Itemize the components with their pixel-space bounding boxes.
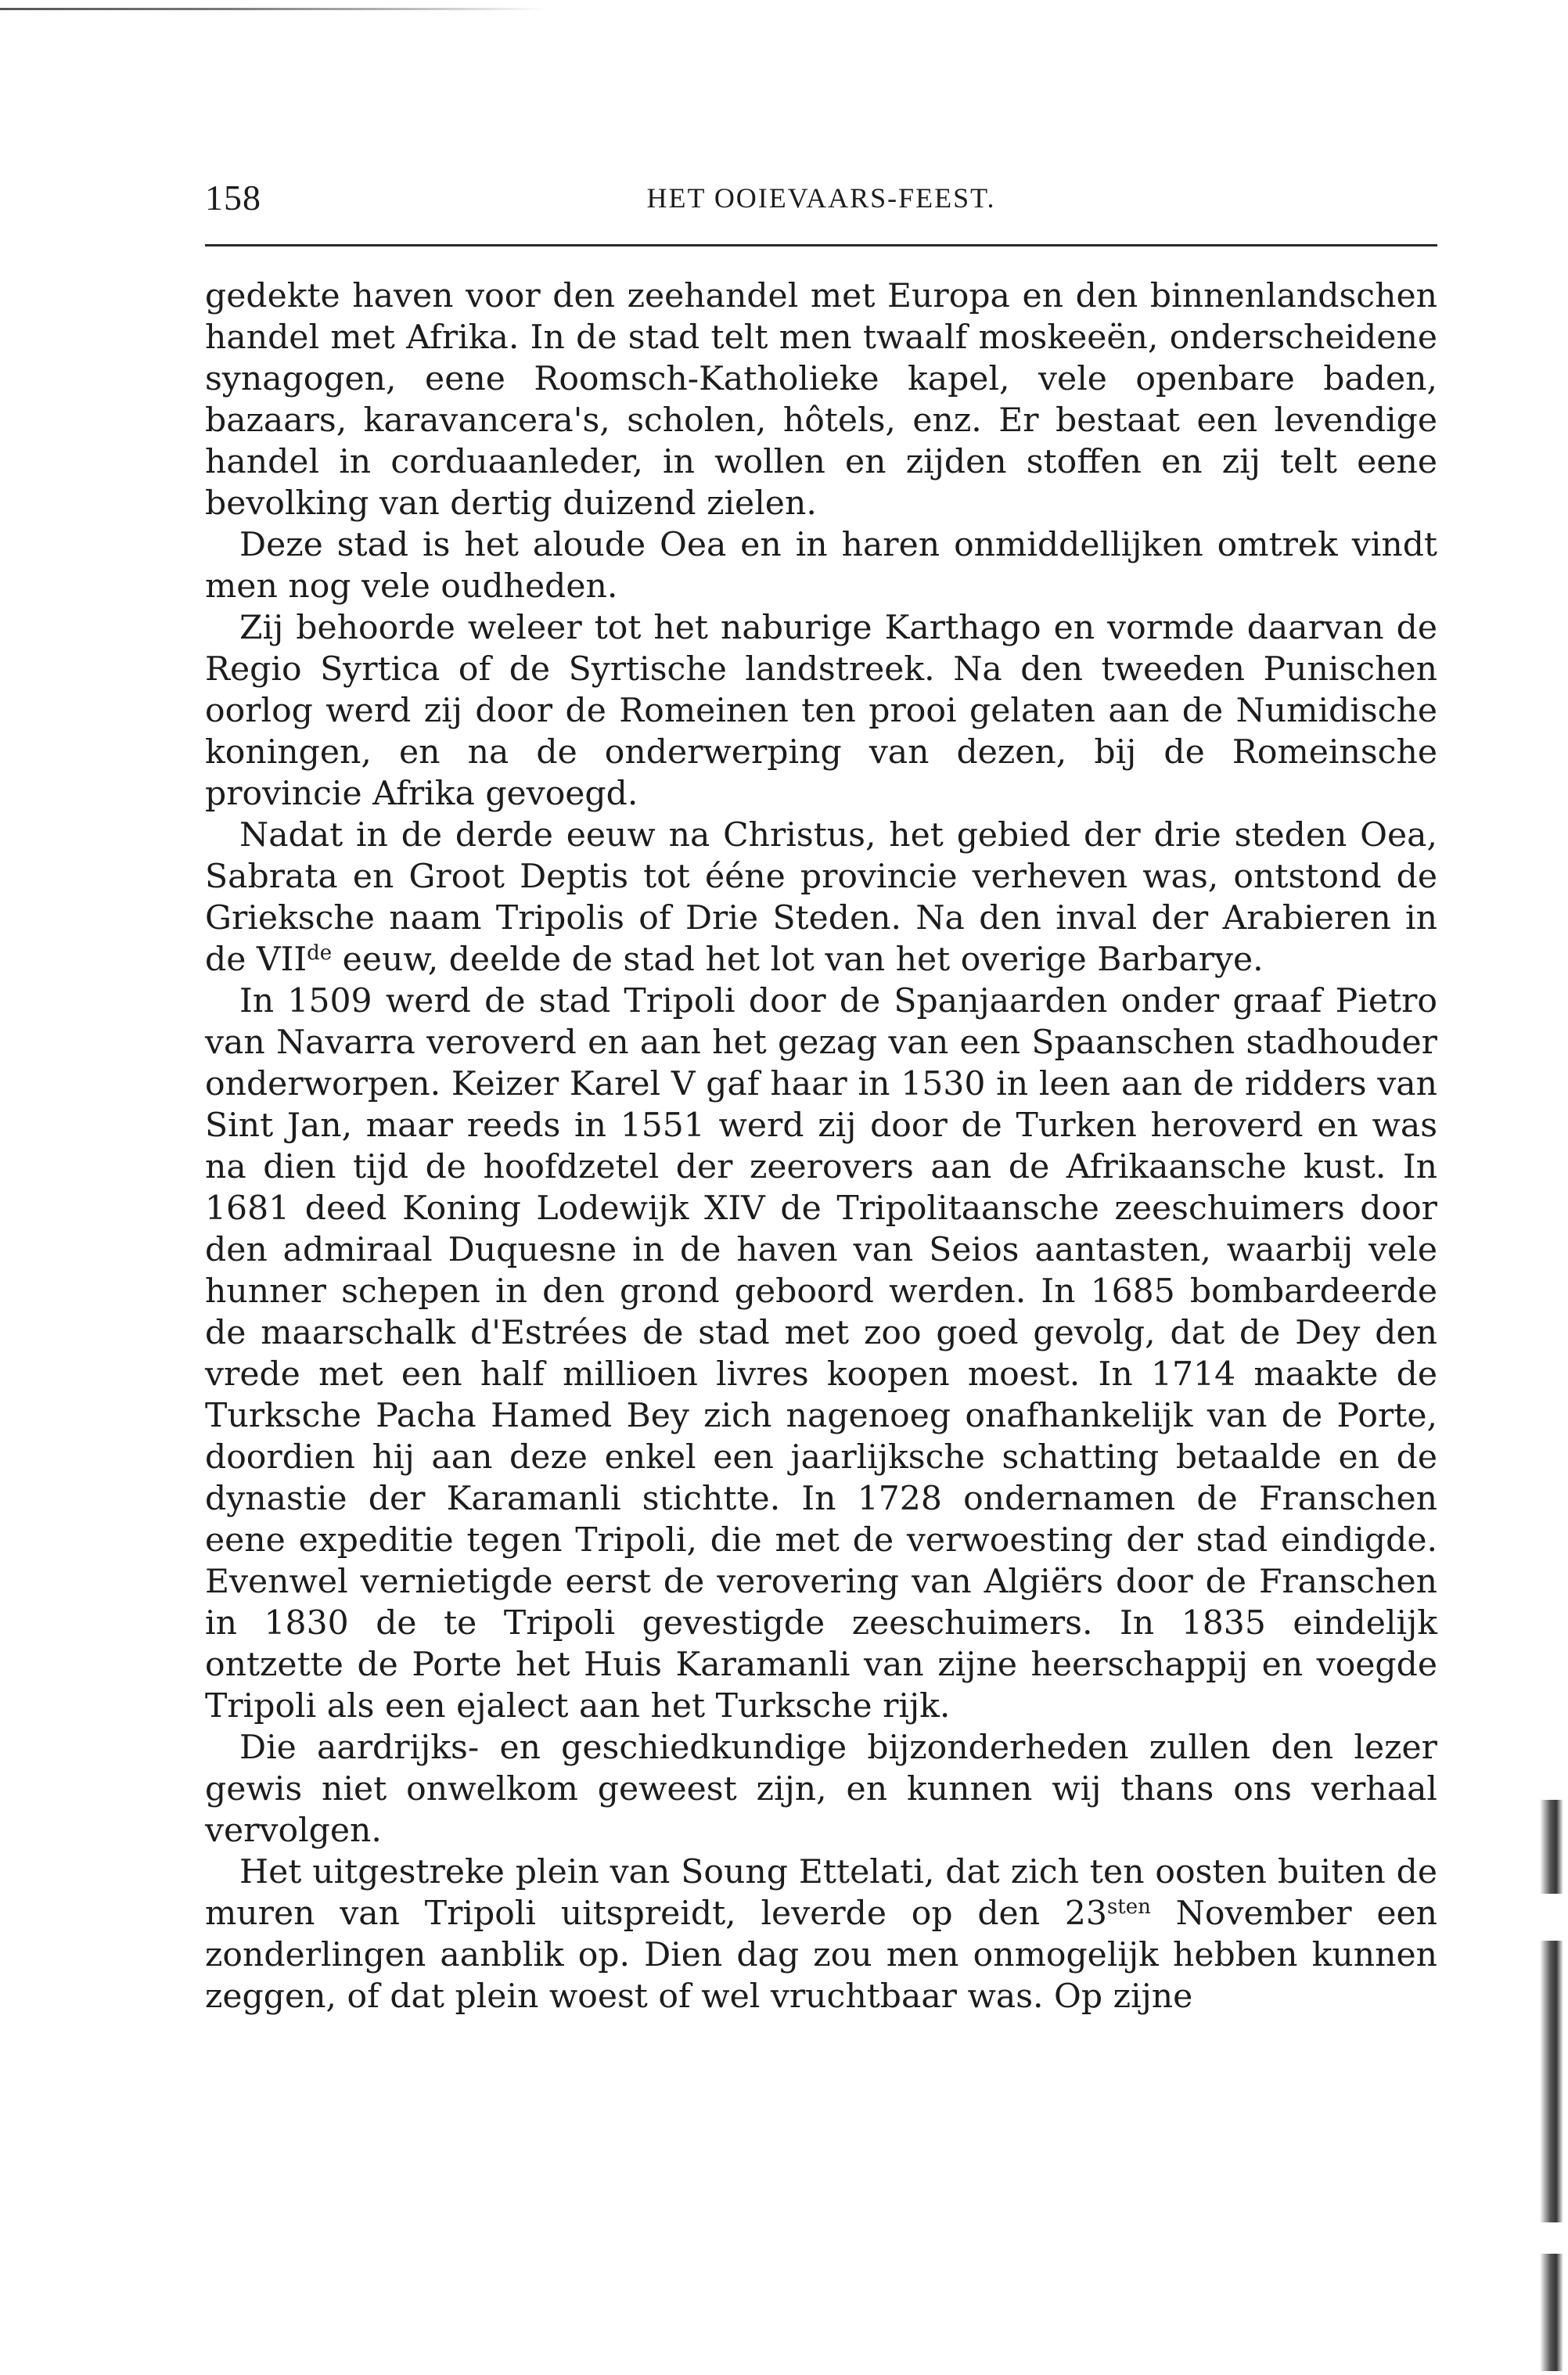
running-title: HET OOIEVAARS-FEEST. bbox=[646, 182, 996, 214]
scan-edge-line bbox=[0, 8, 548, 10]
paragraph-7-text: Het uitgestreke plein van Soung Ettelati, dat zich ten oosten buiten de muren van Tripoli uitspreidt, leverde op den 23 bbox=[205, 1853, 1437, 1933]
header-rule bbox=[205, 244, 1437, 246]
margin-scan-artifact bbox=[1540, 2254, 1563, 2371]
margin-scan-artifact bbox=[1540, 1800, 1563, 1894]
running-head bbox=[205, 174, 1437, 222]
body-text bbox=[205, 275, 1437, 2017]
paragraph-4 bbox=[205, 815, 1437, 981]
paragraph-1: gedekte haven voor den zeehandel met Europa en den binnenlandschen handel met Afrika. In de stad telt men twaalf moskeeën, onderscheidene synagogen, eene Roomsch-Katholieke kapel, vele openbare baden, bazaars, karavancera's, scholen, hôtels, enz. Er bestaat een levendige handel in corduaanleder, in wollen en zijden stoffen en zij telt eene bevolking van dertig duizend zielen. bbox=[205, 277, 1437, 523]
margin-scan-artifact bbox=[1540, 1941, 1563, 2222]
paragraph-4-superscript: de bbox=[307, 941, 333, 965]
paragraph-4-tail: eeuw, deelde de stad het lot van het overige Barbarye. bbox=[332, 941, 1264, 979]
paragraph-5: In 1509 werd de stad Tripoli door de Spanjaarden onder graaf Pietro van Navarra veroverd en aan het gezag van een Spaanschen stadhouder onderworpen. Keizer Karel V gaf haar in 1530 in leen aan de ridders van Sint Jan, maar reeds in 1551 werd zij door de Turken heroverd en was na dien tijd de hoofdzetel der zeerovers aan de Afrikaansche kust. In 1681 deed Koning Lodewijk XIV de Tripolitaansche zeeschuimers door den admiraal Duquesne in de haven van Seios aantasten, waarbij vele hunner schepen in den grond geboord werden. In 1685 bombardeerde de maarschalk d'Estrées de stad met zoo goed gevolg, dat de Dey den vrede met een half millioen livres koopen moest. In 1714 maakte de Turksche Pacha Hamed Bey zich nagenoeg onafhankelijk van de Porte, doordien hij aan deze enkel een jaarlijksche schatting betaalde en de dynastie der Karamanli stichtte. In 1728 ondernamen de Franschen eene expeditie tegen Tripoli, die met de verwoesting der stad eindigde. Evenwel vernietigde eerst de verovering van Algiërs door de Franschen in 1830 de te Tripoli gevestigde zeeschuimers. In 1835 eindelijk ontzette de Porte het Huis Karamanli van zijne heerschappij en voegde Tripoli als een ejalect aan het Turksche rijk. bbox=[205, 982, 1437, 1725]
paragraph-7 bbox=[205, 1851, 1437, 2017]
page-number: 158 bbox=[205, 178, 261, 218]
paragraph-7-superscript: sten bbox=[1106, 1895, 1151, 1919]
paragraph-4-text: Nadat in de derde eeuw na Christus, het gebied der drie steden Oea, Sabrata en Groot Deptis tot ééne provincie verheven was, ontstond de Grieksche naam Tripolis of Drie Steden. Na den inval der Arabieren in de VII bbox=[205, 816, 1437, 979]
paragraph-6: Die aardrijks- en geschiedkundige bijzonderheden zullen den lezer gewis niet onwelkom geweest zijn, en kunnen wij thans ons verhaal vervolgen. bbox=[205, 1729, 1437, 1850]
paragraph-2: Deze stad is het aloude Oea en in haren onmiddellijken omtrek vindt men nog vele oudheden. bbox=[205, 526, 1437, 606]
paragraph-7-tail: November een zonderlingen aanblik op. Dien dag zou men onmogelijk hebben kunnen zeggen, of dat plein woest of wel vruchtbaar was. Op zijne bbox=[205, 1895, 1438, 2016]
paragraph-3: Zij behoorde weleer tot het naburige Karthago en vormde daarvan de Regio Syrtica of de Syrtische landstreek. Na den tweeden Punischen oorlog werd zij door de Romeinen ten prooi gelaten aan de Numidische koningen, en na de onderwerping van dezen, bij de Romeinsche provincie Afrika gevoegd. bbox=[205, 609, 1437, 813]
